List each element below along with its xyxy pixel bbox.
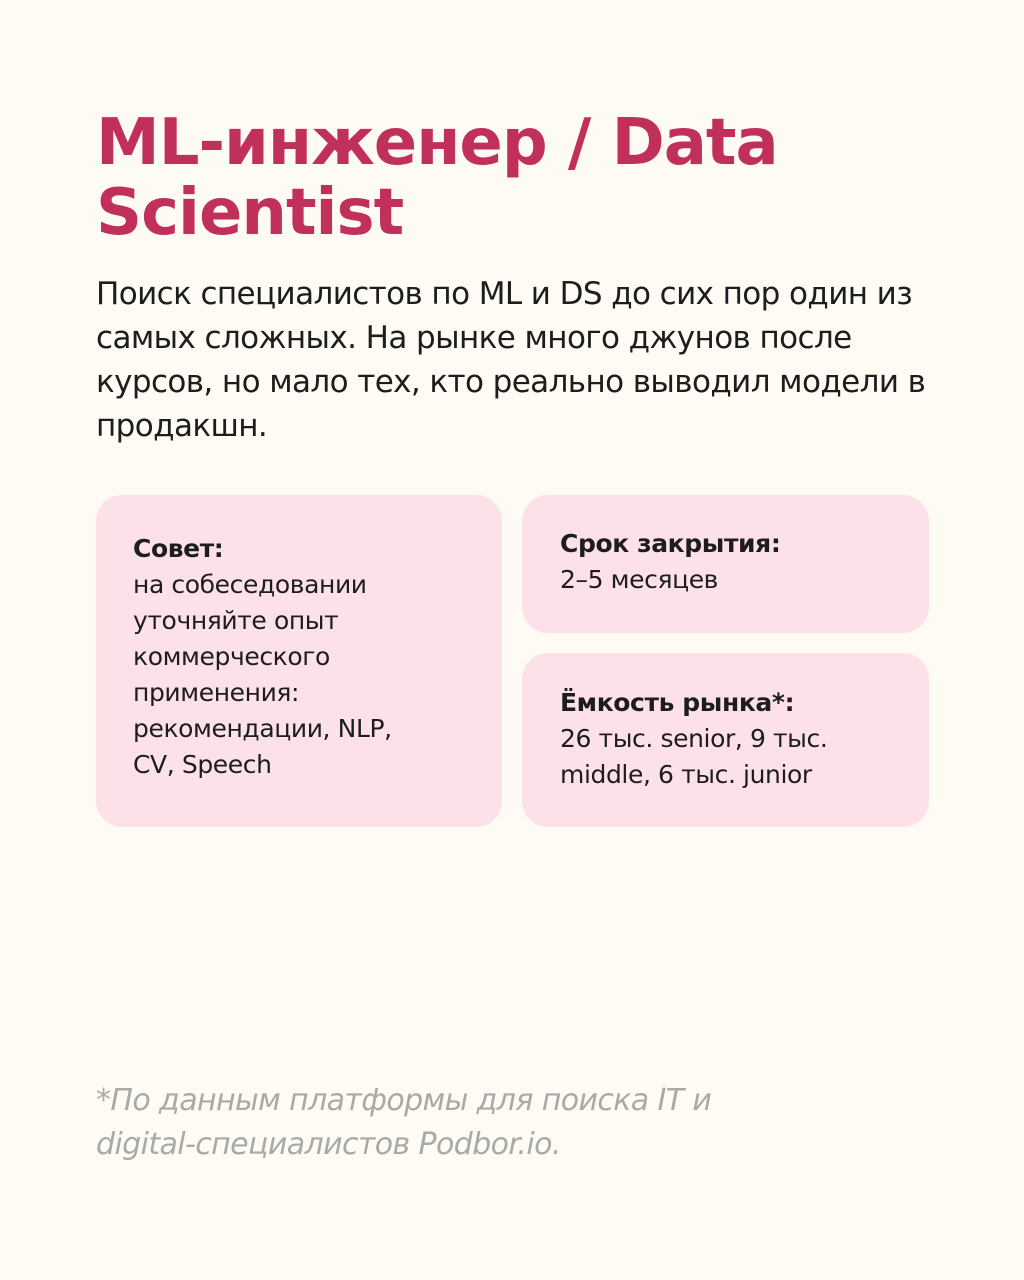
market-capacity-label: Ёмкость рынка*: bbox=[560, 688, 795, 717]
market-capacity-value: 26 тыс. senior, 9 тыс. middle, 6 тыс. junior bbox=[560, 724, 828, 789]
tip-card bbox=[96, 495, 502, 827]
closing-term-card bbox=[522, 495, 929, 633]
closing-term-label: Срок закрытия: bbox=[560, 529, 781, 558]
closing-term-value: 2–5 месяцев bbox=[560, 565, 719, 594]
market-capacity-card bbox=[522, 653, 929, 827]
intro-paragraph: Поиск специалистов по ML и DS до сих пор один из самых сложных. На рынке много джунов после курсов, но мало тех, кто реально выводил модели в продакшн. bbox=[96, 276, 926, 444]
tip-card-label: Совет: bbox=[133, 534, 224, 563]
page-title: ML-инженер / Data Scientist bbox=[96, 106, 778, 250]
tip-card-text: на собеседовании уточняйте опыт коммерческого применения: рекомендации, NLP, CV, Speech bbox=[133, 570, 392, 779]
source-footnote: *По данным платформы для поиска IT и digital-специалистов Podbor.io. bbox=[96, 1083, 712, 1162]
